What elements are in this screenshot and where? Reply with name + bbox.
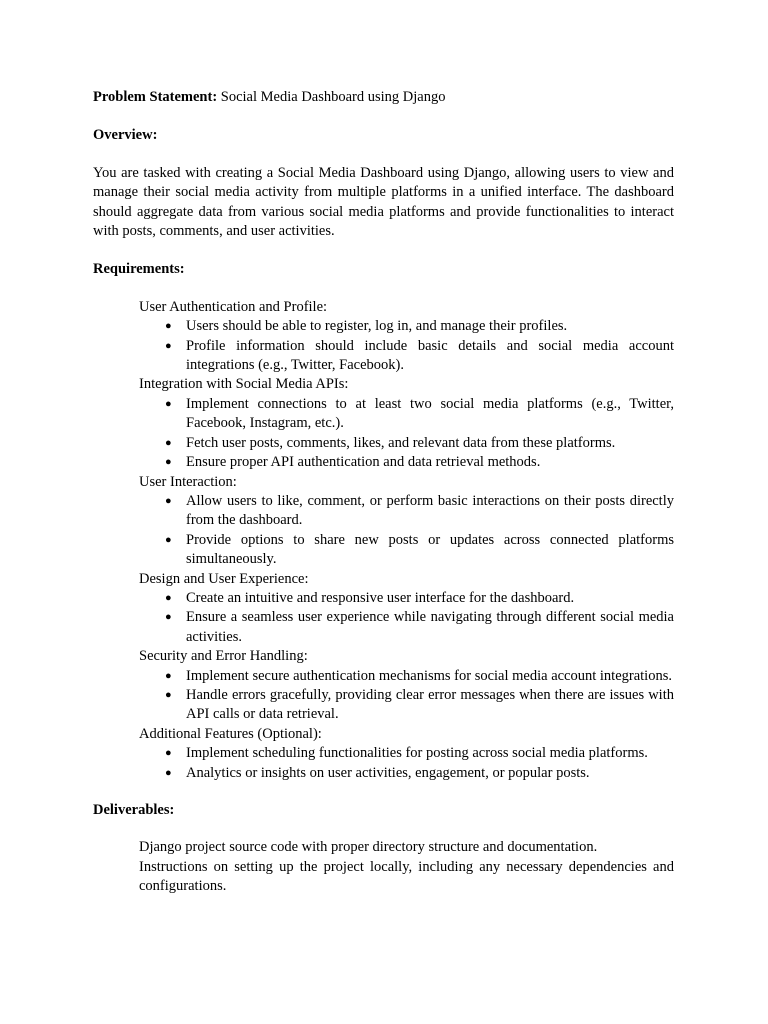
requirement-bullet-list <box>139 317 674 375</box>
bullet-icon: ● <box>165 320 172 333</box>
bullet-icon: ● <box>165 747 172 760</box>
requirement-bullet-text: Create an intuitive and responsive user interface for the dashboard. <box>186 589 575 606</box>
requirement-bullet-text: Ensure a seamless user experience while navigating through different social media activities. <box>186 609 674 645</box>
requirement-bullet-text: Analytics or insights on user activities, engagement, or popular posts. <box>186 764 590 781</box>
deliverables-list <box>139 838 674 896</box>
requirement-bullet <box>165 492 674 531</box>
requirement-bullet-text: Implement scheduling functionalities for posting across social media platforms. <box>186 745 648 762</box>
overview-heading: Overview: <box>93 127 158 144</box>
bullet-icon: ● <box>165 688 172 701</box>
bullet-icon: ● <box>165 339 172 352</box>
requirement-section-title: Security and Error Handling: <box>139 648 308 665</box>
requirement-bullet <box>165 667 674 686</box>
requirement-section-title: Integration with Social Media APIs: <box>139 376 349 393</box>
requirement-bullet <box>165 395 674 434</box>
requirement-bullet <box>165 686 674 725</box>
bullet-icon: ● <box>165 591 172 604</box>
bullet-icon: ● <box>165 436 172 449</box>
bullet-icon: ● <box>165 611 172 624</box>
requirements-list <box>139 298 674 783</box>
overview-paragraph: You are tasked with creating a Social Media Dashboard using Django, allowing users to view and manage their social media activity from multiple platforms in a unified interface. The dashboard should aggregate data from various social media platforms and provide functionalities to interact with posts, comments, and user activities. <box>93 164 674 240</box>
requirement-section-title: User Interaction: <box>139 473 237 490</box>
bullet-icon: ● <box>165 494 172 507</box>
requirement-bullet-text: Profile information should include basic details and social media account integrations (e.g., Twitter, Facebook). <box>186 337 674 374</box>
bullet-icon: ● <box>165 456 172 469</box>
bullet-icon: ● <box>165 533 172 546</box>
requirement-bullet <box>165 337 674 376</box>
requirement-bullet <box>165 744 674 763</box>
title-label: Problem Statement: <box>93 89 218 105</box>
title-text: Social Media Dashboard using Django <box>217 89 446 105</box>
requirement-bullet-list <box>139 395 674 473</box>
requirement-bullet-list <box>139 589 674 647</box>
requirements-heading: Requirements: <box>93 261 185 278</box>
requirement-bullet-list <box>139 744 674 783</box>
requirement-bullet-text: Implement connections to at least two social media platforms (e.g., Twitter, Facebook, Instagram, etc.). <box>186 395 674 432</box>
document-title <box>93 88 674 107</box>
requirement-bullet-text: Fetch user posts, comments, likes, and relevant data from these platforms. <box>186 434 616 451</box>
deliverable-item: Django project source code with proper directory structure and documentation. <box>139 839 598 856</box>
requirement-bullet-text: Provide options to share new posts or updates across connected platforms simultaneously. <box>186 531 674 568</box>
deliverable-item: Instructions on setting up the project locally, including any necessary dependencies and configurations. <box>139 858 674 895</box>
document-page <box>93 88 674 897</box>
bullet-icon: ● <box>165 766 172 779</box>
deliverables-heading: Deliverables: <box>93 802 175 818</box>
bullet-icon: ● <box>165 397 172 410</box>
requirement-bullet-text: Handle errors gracefully, providing clear error messages when there are issues with API calls or data retrieval. <box>186 686 674 723</box>
requirement-bullet-text: Allow users to like, comment, or perform basic interactions on their posts directly from the dashboard. <box>186 492 674 529</box>
requirement-bullet-list <box>139 667 674 725</box>
requirement-bullet-text: Implement secure authentication mechanisms for social media account integrations. <box>186 667 672 684</box>
requirement-bullet <box>165 317 674 336</box>
requirement-bullet <box>165 608 674 647</box>
requirement-bullet-text: Ensure proper API authentication and data retrieval methods. <box>186 454 541 471</box>
requirement-bullet <box>165 589 674 608</box>
requirement-section-title: Design and User Experience: <box>139 570 309 587</box>
requirement-section-title: Additional Features (Optional): <box>139 725 322 742</box>
requirement-bullet-list <box>139 492 674 570</box>
requirement-bullet <box>165 764 674 783</box>
requirement-section-title: User Authentication and Profile: <box>139 298 328 315</box>
requirement-bullet <box>165 453 674 472</box>
requirement-bullet <box>165 531 674 570</box>
requirement-bullet <box>165 434 674 453</box>
bullet-icon: ● <box>165 669 172 682</box>
requirement-bullet-text: Users should be able to register, log in, and manage their profiles. <box>186 318 568 335</box>
